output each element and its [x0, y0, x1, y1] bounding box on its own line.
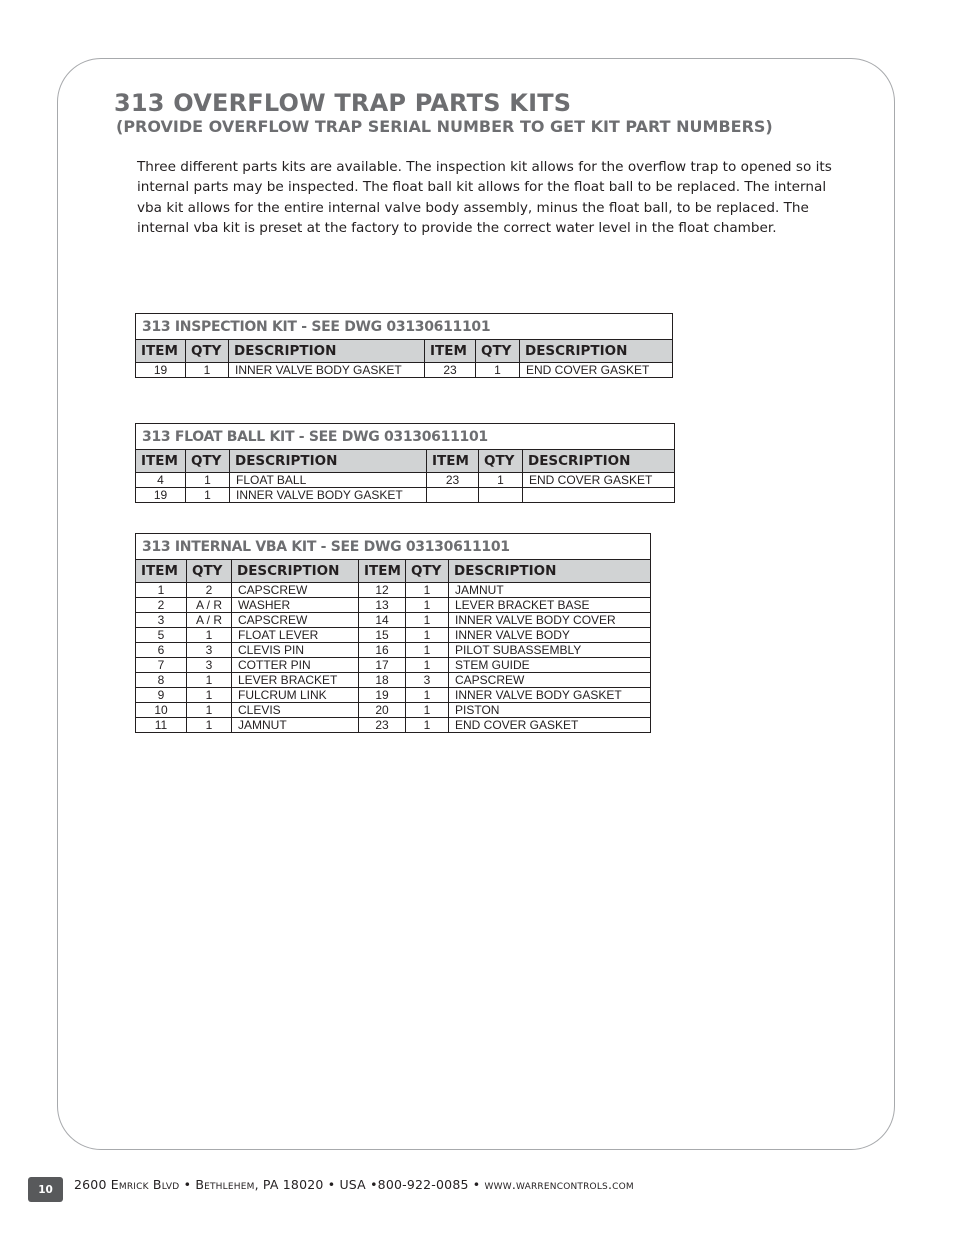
table-cell [479, 488, 523, 503]
table-cell: 23 [427, 473, 479, 488]
table-cell: 1 [406, 583, 449, 598]
table-cell: INNER VALVE BODY [449, 628, 651, 643]
table-cell: END COVER GASKET [523, 473, 675, 488]
table-row [136, 583, 651, 598]
table-cell: 19 [136, 363, 186, 378]
table-cell: 4 [136, 473, 186, 488]
table-row [136, 598, 651, 613]
table-cell: A / R [187, 598, 232, 613]
table-cell: FULCRUM LINK [232, 688, 359, 703]
table-cell: 5 [136, 628, 187, 643]
column-header: ITEM [425, 340, 476, 363]
column-header: DESCRIPTION [520, 340, 673, 363]
table-cell: 11 [136, 718, 187, 733]
table-row [136, 718, 651, 733]
table-cell: 16 [359, 643, 406, 658]
table-cell: 9 [136, 688, 187, 703]
table-cell: 1 [186, 488, 230, 503]
table-cell: 15 [359, 628, 406, 643]
table-cell: 1 [479, 473, 523, 488]
footer-address: 2600 Emrick Blvd • Bethlehem, PA 18020 • USA •800-922-0085 • www.warrencontrols.com [74, 1177, 634, 1192]
table-cell: 1 [406, 643, 449, 658]
table-row [136, 613, 651, 628]
table-cell: 13 [359, 598, 406, 613]
column-header: ITEM [136, 340, 186, 363]
table-cell: 1 [187, 628, 232, 643]
table-cell: 1 [476, 363, 520, 378]
table-cell [523, 488, 675, 503]
table-cell: LEVER BRACKET [232, 673, 359, 688]
table-cell: CLEVIS [232, 703, 359, 718]
table-cell: 1 [406, 718, 449, 733]
table-row [136, 628, 651, 643]
table-cell: 7 [136, 658, 187, 673]
table-cell: 3 [406, 673, 449, 688]
table-cell: END COVER GASKET [520, 363, 673, 378]
column-header: QTY [476, 340, 520, 363]
table-cell: JAMNUT [232, 718, 359, 733]
table-cell: FLOAT BALL [230, 473, 427, 488]
kit-title: 313 INSPECTION KIT - SEE DWG 03130611101 [136, 314, 673, 340]
table-row [136, 473, 675, 488]
table-cell: 3 [136, 613, 187, 628]
table-cell: CAPSCREW [232, 583, 359, 598]
table-row [136, 688, 651, 703]
table-cell: 19 [136, 488, 186, 503]
table-cell: INNER VALVE BODY GASKET [229, 363, 425, 378]
table-cell: CAPSCREW [232, 613, 359, 628]
table-row [136, 643, 651, 658]
table-cell: 1 [406, 658, 449, 673]
table-cell: 19 [359, 688, 406, 703]
table-cell: 1 [406, 703, 449, 718]
intro-paragraph: Three different parts kits are available. The inspection kit allows for the overflow trap to opened so its internal parts may be inspected. The float ball kit allows for the float ball to be replaced. The internal vba kit allows for the entire internal valve body assembly, minus the float ball, to be replaced. The internal vba kit is preset at the factory to provide the correct water level in the float chamber. [137, 159, 832, 237]
column-header: DESCRIPTION [232, 560, 359, 583]
table-cell: END COVER GASKET [449, 718, 651, 733]
column-header: QTY [406, 560, 449, 583]
table-cell: 1 [186, 473, 230, 488]
table-cell: 17 [359, 658, 406, 673]
table-cell: WASHER [232, 598, 359, 613]
table-cell: A / R [187, 613, 232, 628]
inspection-kit-table [135, 313, 673, 378]
table-cell: 1 [406, 598, 449, 613]
table-cell: 3 [187, 643, 232, 658]
table-cell: COTTER PIN [232, 658, 359, 673]
table-row [136, 658, 651, 673]
kit-title: 313 FLOAT BALL KIT - SEE DWG 03130611101 [136, 424, 675, 450]
column-header: QTY [186, 340, 229, 363]
table-cell: 1 [406, 613, 449, 628]
table-row [136, 703, 651, 718]
table-cell [427, 488, 479, 503]
table-cell: 12 [359, 583, 406, 598]
table-row [136, 673, 651, 688]
page-subtitle: (PROVIDE OVERFLOW TRAP SERIAL NUMBER TO GET KIT PART NUMBERS) [116, 117, 773, 136]
table-cell: STEM GUIDE [449, 658, 651, 673]
page-number-badge: 10 [28, 1177, 63, 1202]
table-cell: 1 [406, 628, 449, 643]
column-header: DESCRIPTION [230, 450, 427, 473]
table-cell: 10 [136, 703, 187, 718]
table-cell: INNER VALVE BODY GASKET [230, 488, 427, 503]
table-cell: CAPSCREW [449, 673, 651, 688]
table-cell: PISTON [449, 703, 651, 718]
table-row [136, 488, 675, 503]
float-ball-kit-table [135, 423, 675, 503]
table-cell: 1 [187, 703, 232, 718]
table-cell: 1 [187, 718, 232, 733]
column-header: ITEM [427, 450, 479, 473]
column-header: DESCRIPTION [449, 560, 651, 583]
table-cell: 2 [187, 583, 232, 598]
column-header: ITEM [359, 560, 406, 583]
table-cell: 1 [187, 673, 232, 688]
kit-title: 313 INTERNAL VBA KIT - SEE DWG 03130611101 [136, 534, 651, 560]
column-header: ITEM [136, 450, 186, 473]
column-header: ITEM [136, 560, 187, 583]
table-cell: JAMNUT [449, 583, 651, 598]
table-cell: 1 [406, 688, 449, 703]
column-header: QTY [479, 450, 523, 473]
internal-vba-kit-table [135, 533, 651, 733]
table-cell: 2 [136, 598, 187, 613]
table-cell: 18 [359, 673, 406, 688]
table-cell: 8 [136, 673, 187, 688]
column-header: QTY [187, 560, 232, 583]
table-cell: 20 [359, 703, 406, 718]
column-header: QTY [186, 450, 230, 473]
table-cell: LEVER BRACKET BASE [449, 598, 651, 613]
table-cell: 1 [186, 363, 229, 378]
table-cell: 6 [136, 643, 187, 658]
table-cell: 1 [187, 688, 232, 703]
table-cell: 1 [136, 583, 187, 598]
table-row [136, 363, 673, 378]
column-header: DESCRIPTION [523, 450, 675, 473]
table-cell: INNER VALVE BODY GASKET [449, 688, 651, 703]
table-cell: FLOAT LEVER [232, 628, 359, 643]
table-cell: 23 [425, 363, 476, 378]
table-cell: 3 [187, 658, 232, 673]
table-cell: 14 [359, 613, 406, 628]
table-cell: 23 [359, 718, 406, 733]
page-title: 313 OVERFLOW TRAP PARTS KITS [114, 89, 572, 117]
table-cell: CLEVIS PIN [232, 643, 359, 658]
column-header: DESCRIPTION [229, 340, 425, 363]
table-cell: PILOT SUBASSEMBLY [449, 643, 651, 658]
table-cell: INNER VALVE BODY COVER [449, 613, 651, 628]
